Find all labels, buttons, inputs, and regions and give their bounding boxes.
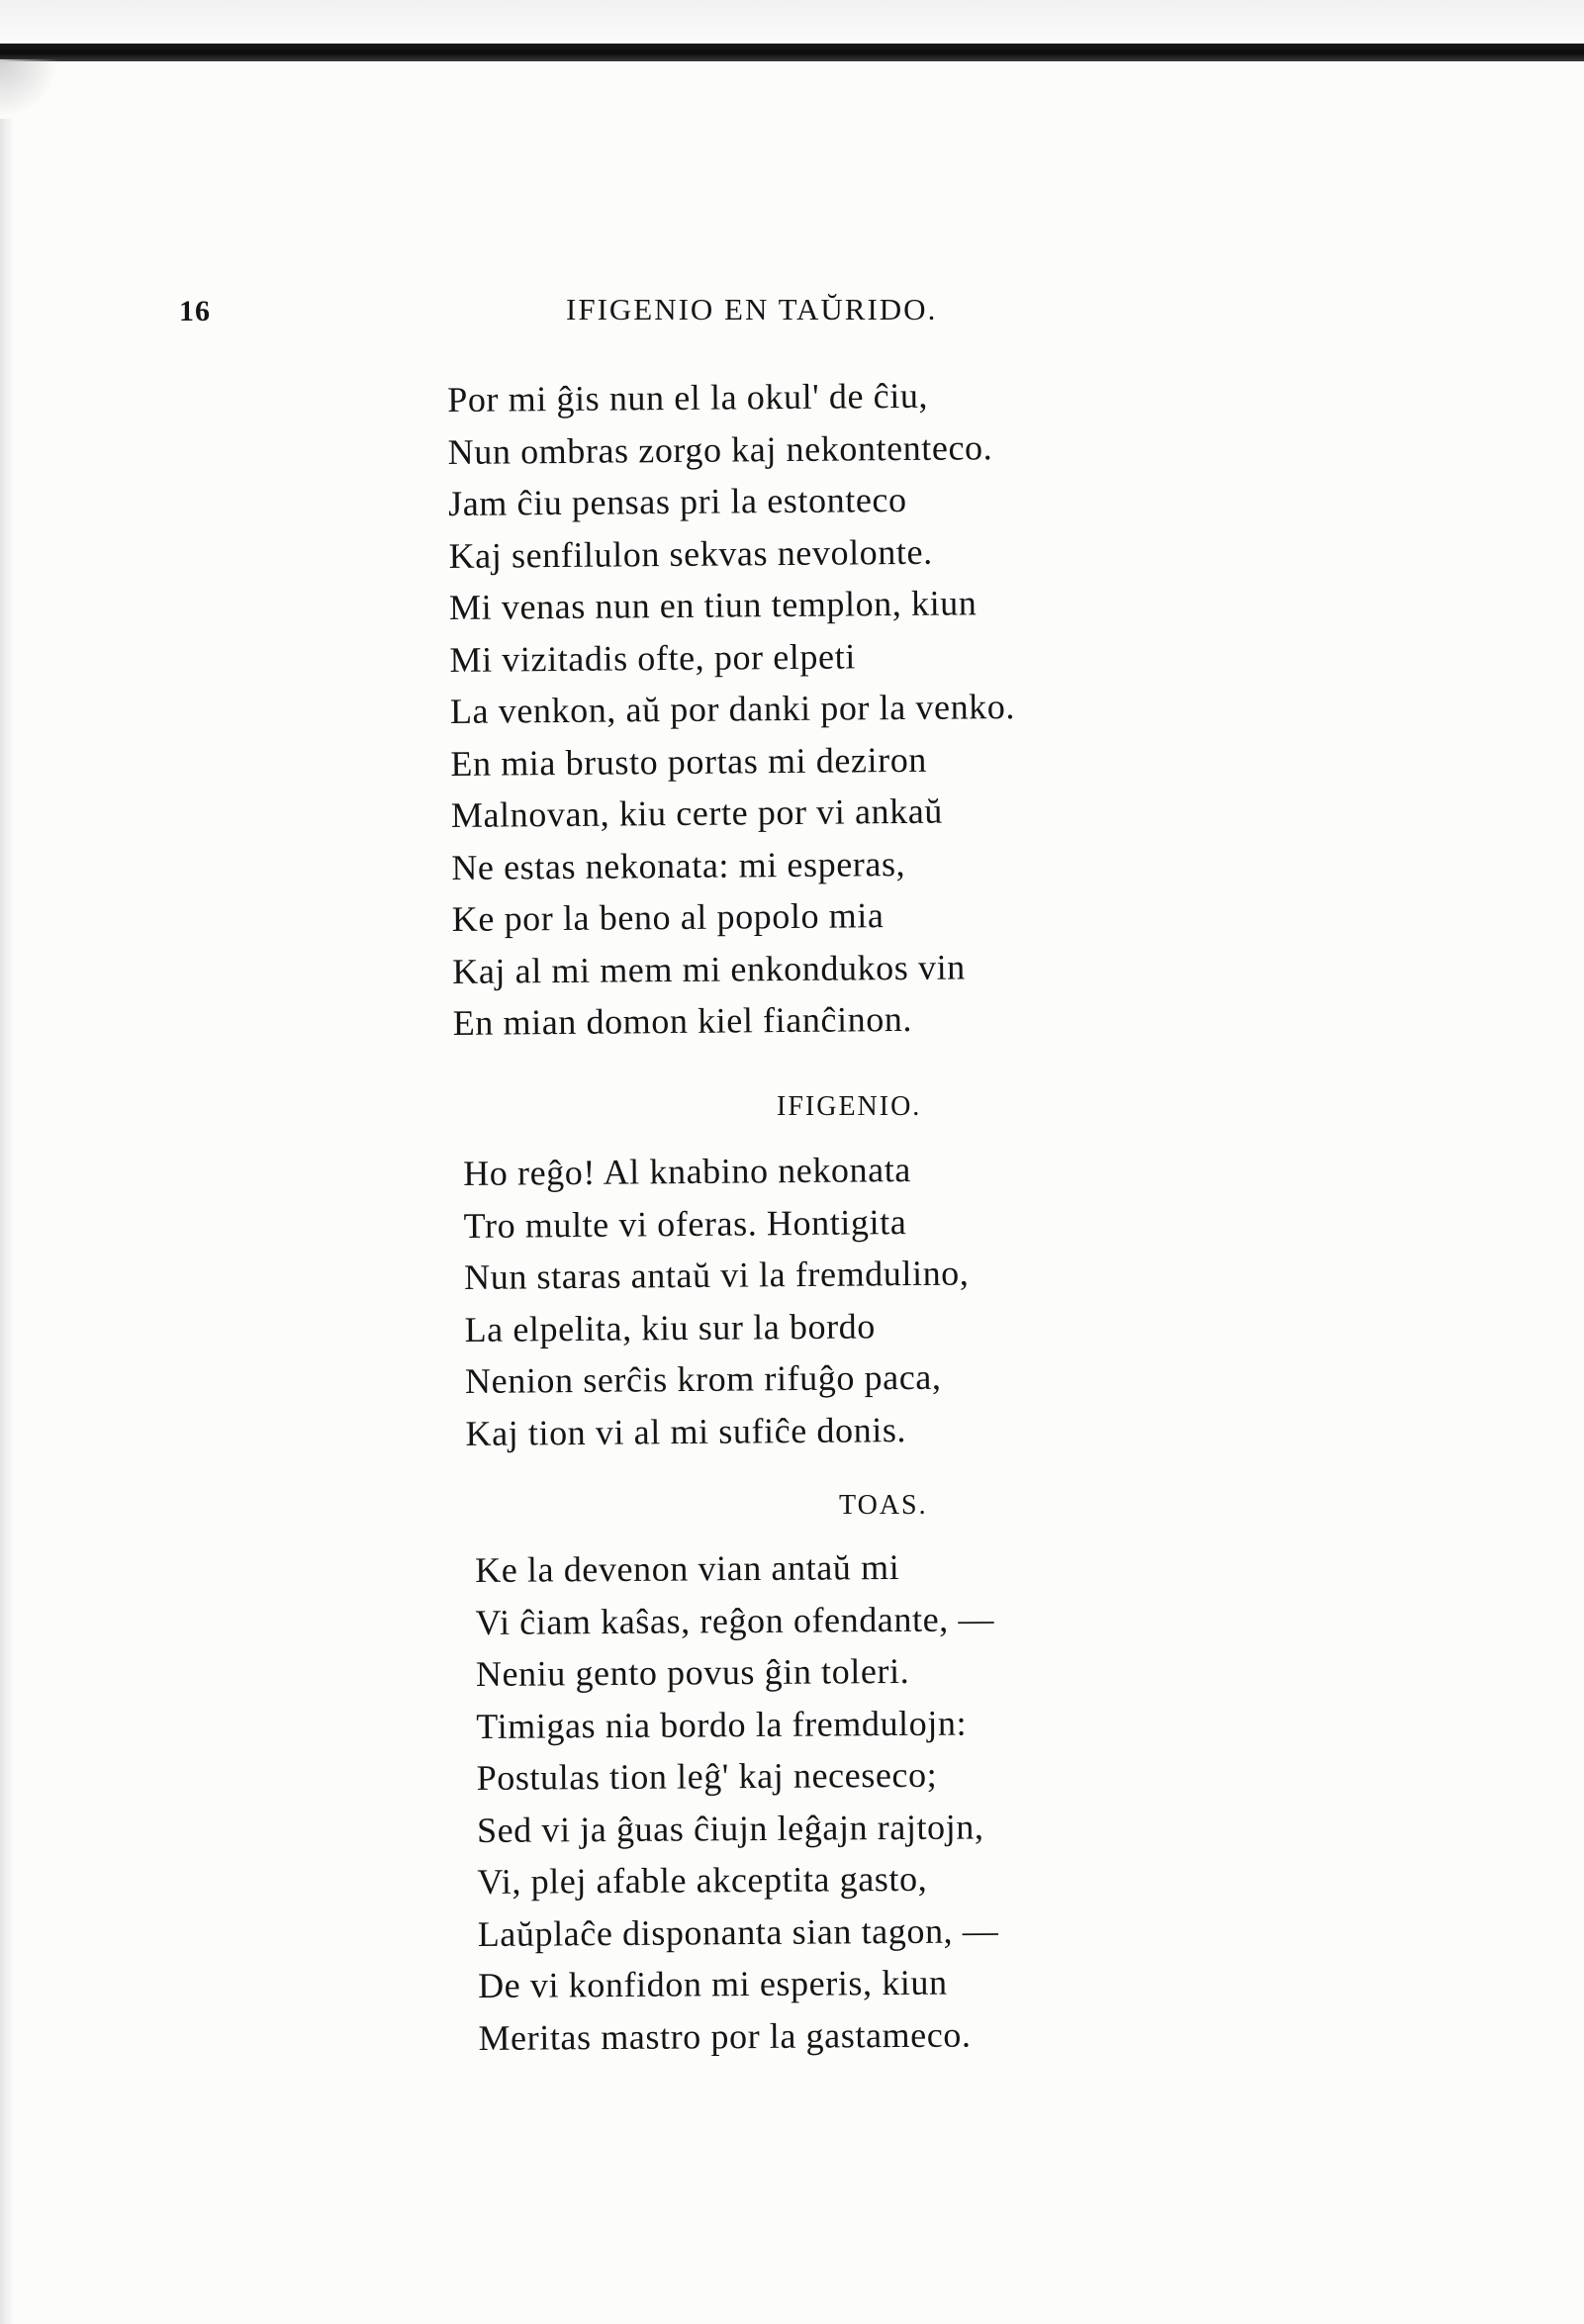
corner-shadow [0, 59, 59, 119]
verse-line: En mia brusto portas mi deziron [450, 739, 928, 784]
verse-line: Ne estas nekonata: mi esperas, [451, 843, 906, 887]
verse-line: Nenion serĉis krom rifuĝo paca, [464, 1356, 942, 1401]
verse-line: Kaj tion vi al mi sufiĉe donis. [465, 1409, 907, 1453]
verse-stanza-2 [463, 1144, 971, 1459]
verse-line: En mian domon kiel fianĉinon. [452, 998, 913, 1043]
verse-line: Ke la devenon vian antaŭ mi [475, 1547, 900, 1590]
verse-line: Mi venas nun en tiun templon, kiun [448, 583, 978, 627]
verse-line: Nun staras antaŭ vi la fremdulino, [463, 1253, 970, 1297]
speaker-name-ifigenio: IFIGENIO. [777, 1091, 922, 1122]
scan-margin [0, 0, 1584, 44]
left-page-edge [0, 119, 14, 2324]
verse-line: Timigas nia bordo la fremdulojn: [476, 1703, 968, 1746]
verse-line: Kaj senfilulon sekvas nevolonte. [448, 531, 933, 576]
verse-line: La venkon, aŭ por danki por la venko. [449, 687, 1016, 731]
verse-line: Ho reĝo! Al knabino nekonata [463, 1150, 912, 1193]
verse-line: Postulas tion leĝ' kaj neceseco; [476, 1754, 938, 1798]
verse-stanza-1 [447, 369, 1018, 1049]
verse-line: Jam ĉiu pensas pri la estonteco [447, 479, 907, 523]
verse-line: Mi vizitadis ofte, por elpeti [449, 635, 856, 680]
verse-line: Vi, plej afable akceptita gasto, [477, 1858, 928, 1902]
speaker-name-toas: TOAS. [839, 1490, 928, 1521]
verse-line: Laŭplaĉe disponanta sian tagon, — [477, 1909, 999, 1954]
verse-line: Malnovan, kiu certe por vi ankaŭ [450, 790, 944, 835]
verse-line: Meritas mastro por la gastameco. [478, 2014, 972, 2058]
verse-line: Neniu gento povus ĝin toleri. [475, 1650, 910, 1694]
verse-line: Ke por la beno al popolo mia [451, 895, 885, 939]
verse-line: De vi konfidon mi esperis, kiun [477, 1962, 948, 2005]
page-number: 16 [179, 295, 211, 327]
verse-line: La elpelita, kiu sur la bordo [464, 1305, 877, 1349]
running-head: IFIGENIO EN TAŬRIDO. [566, 292, 938, 326]
verse-line: Sed vi ja ĝuas ĉiujn leĝajn rajtojn, [476, 1806, 984, 1850]
verse-line: Kaj al mi mem mi enkondukos vin [452, 946, 966, 991]
verse-stanza-3 [475, 1540, 999, 2064]
verse-line: Tro multe vi oferas. Hontigita [463, 1201, 907, 1246]
verse-line: Por mi ĝis nun el la okul' de ĉiu, [447, 375, 929, 419]
verse-line: Vi ĉiam kaŝas, reĝon ofendante, — [475, 1598, 995, 1642]
top-page-edge [0, 44, 1584, 61]
verse-line: Nun ombras zorgo kaj nekontenteco. [447, 426, 993, 472]
